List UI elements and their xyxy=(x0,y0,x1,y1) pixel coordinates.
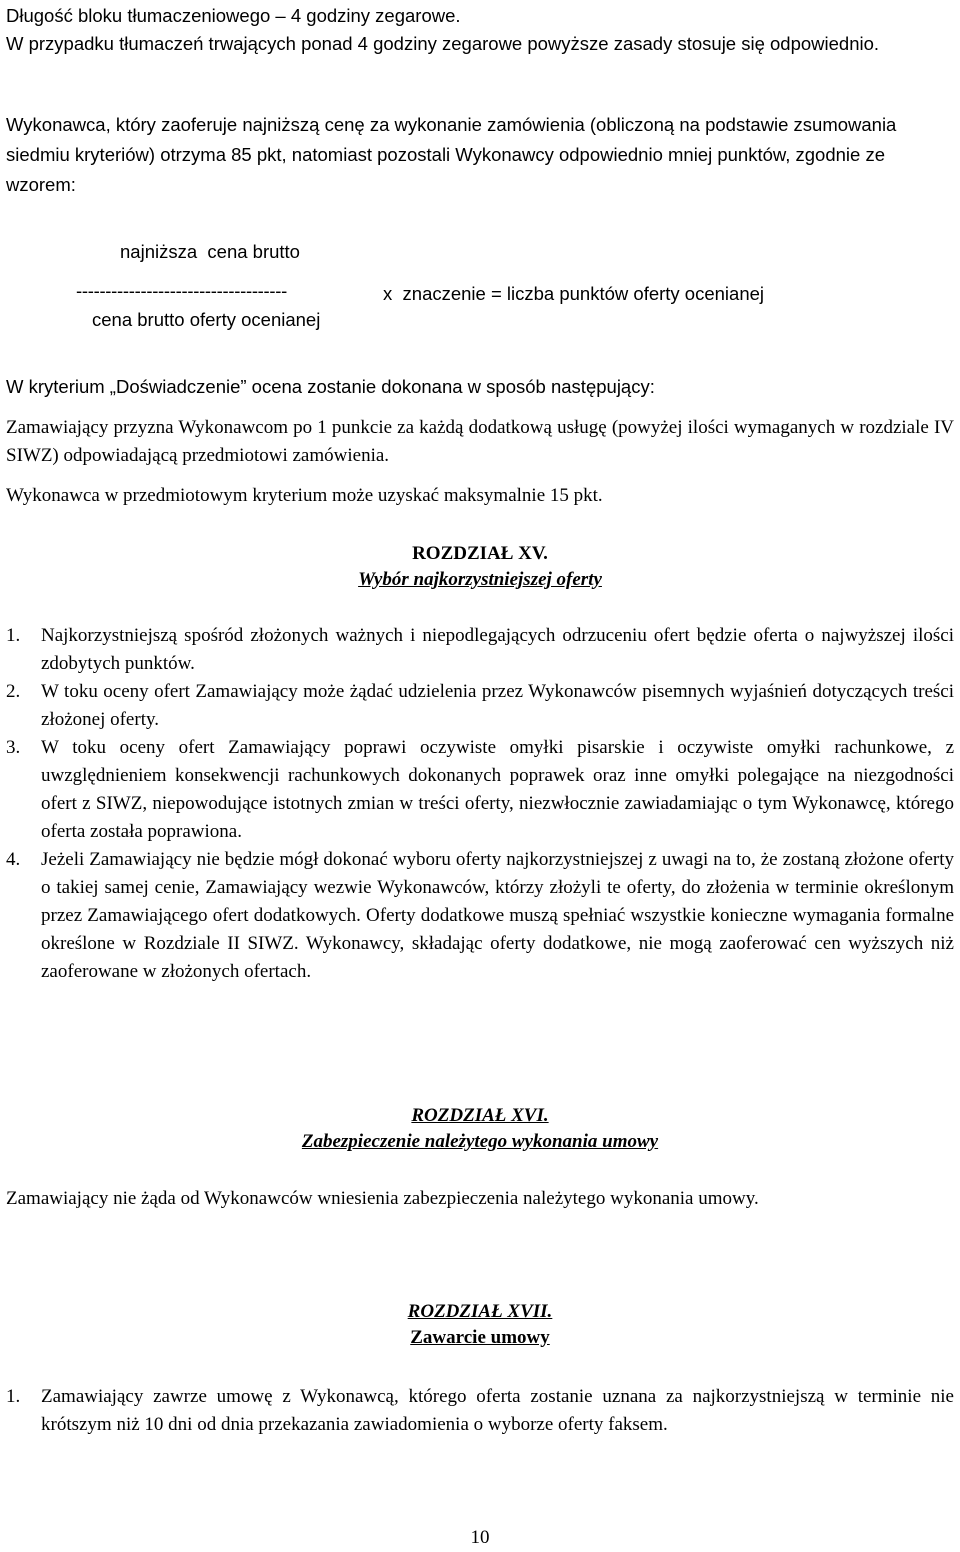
item-number: 1. xyxy=(6,1386,21,1407)
price-criterion-paragraph xyxy=(6,110,954,200)
experience-intro-text: W kryterium „Doświadczenie” ocena zostanie dokonana w sposób następujący: xyxy=(6,376,655,397)
item-number: 1. xyxy=(6,625,21,646)
experience-max xyxy=(6,482,954,510)
item-text: W toku oceny ofert Zamawiający poprawi oczywiste omyłki pisarskie i oczywiste omyłki rachunkowe, z uwzględnieniem konsekwencji rachunkowych dokonanych poprawek oraz inne omyłki polegające na niezgodności ofert z SIWZ, niepowodujące istotnych zmian w treści oferty, niezwłocznie zawiadamiając o tym Wykonawcę, którego oferta została poprawiona. xyxy=(41,737,954,842)
long-translation-note: W przypadku tłumaczeń trwających ponad 4 godziny zegarowe powyższe zasady stosuje się odpowiednio. xyxy=(6,33,880,54)
chapter-15-title: Wybór najkorzystniejszej oferty xyxy=(358,569,602,590)
chapter-16-body: Zamawiający nie żąda od Wykonawców wniesienia zabezpieczenia należytego wykonania umowy. xyxy=(6,1188,759,1209)
chapter-16-number: ROZDZIAŁ XVI. xyxy=(411,1105,549,1126)
page-number: 10 xyxy=(470,1527,490,1548)
top-notes xyxy=(6,2,954,58)
chapter-16-title: Zabezpieczenie należytego wykonania umowy xyxy=(301,1131,659,1152)
list-item xyxy=(6,678,954,734)
list-item xyxy=(6,846,954,986)
chapter-16-heading xyxy=(6,1102,954,1156)
chapter-15-list xyxy=(6,622,954,986)
chapter-17-title: Zawarcie umowy xyxy=(410,1327,550,1348)
item-text: Najkorzystniejszą spośród złożonych ważnych i niepodlegających odrzuceniu ofert będzie oferta o najwyższej ilości zdobytych punktów. xyxy=(41,625,954,674)
formula-multiplier: x znaczenie = liczba punktów oferty ocenianej xyxy=(383,283,765,304)
formula-denominator: cena brutto oferty ocenianej xyxy=(92,309,321,330)
chapter-17-heading xyxy=(6,1298,954,1352)
experience-max-text: Wykonawca w przedmiotowym kryterium może uzyskać maksymalnie 15 pkt. xyxy=(6,485,603,506)
chapter-15-number: ROZDZIAŁ XV. xyxy=(412,543,548,564)
formula-numerator: najniższa cena brutto xyxy=(120,241,300,262)
chapter-16-text xyxy=(6,1185,954,1213)
chapter-17-list xyxy=(6,1383,954,1439)
item-text: Jeżeli Zamawiający nie będzie mógł dokonać wyboru oferty najkorzystniejszej z uwagi na to, że zostaną złożone oferty o takiej samej cenie, Zamawiający wezwie Wykonawców, którzy złożyli te oferty, do złożenia w terminie określonym przez Zamawiającego ofert dodatkowych. Oferty dodatkowe muszą spełniać wszystkie konieczne wymagania formalne określone w Rozdziale II SIWZ. Wykonawcy, składając oferty dodatkowe, nie mogą zaoferować cen wyższych niż zaoferowane w złożonych ofertach. xyxy=(41,849,954,982)
item-text: W toku oceny ofert Zamawiający może żądać udzielenia przez Wykonawców pisemnych wyjaśnień dotyczących treści złożonej oferty. xyxy=(41,681,954,730)
experience-rule xyxy=(6,414,954,470)
experience-rule-text: Zamawiający przyzna Wykonawcom po 1 punkcie za każdą dodatkową usługę (powyżej ilości wymaganych w rozdziale IV SIWZ) odpowiadającą przedmiotowi zamówienia. xyxy=(6,417,954,466)
block-length-note: Długość bloku tłumaczeniowego – 4 godziny zegarowe. xyxy=(6,5,461,26)
experience-intro xyxy=(6,373,954,401)
item-number: 4. xyxy=(6,849,21,870)
chapter-17-number: ROZDZIAŁ XVII. xyxy=(407,1301,553,1322)
list-item xyxy=(6,622,954,678)
chapter-15-heading xyxy=(6,540,954,594)
formula-fraction-bar: ------------------------------------ xyxy=(76,280,287,301)
item-text: Zamawiający zawrze umowę z Wykonawcą, którego oferta zostanie uznana za najkorzystniejszą w terminie nie krótszym niż 10 dni od dnia przekazania zawiadomienia o wyborze oferty faksem. xyxy=(41,1386,954,1435)
list-item xyxy=(6,1383,954,1439)
item-number: 2. xyxy=(6,681,21,702)
item-number: 3. xyxy=(6,737,21,758)
price-criterion-text: Wykonawca, który zaoferuje najniższą cenę za wykonanie zamówienia (obliczoną na podstawie zsumowania siedmiu kryteriów) otrzyma 85 pkt, natomiast pozostali Wykonawcy odpowiednio mniej punktów, zgodnie ze wzorem: xyxy=(6,114,897,195)
list-item xyxy=(6,734,954,846)
